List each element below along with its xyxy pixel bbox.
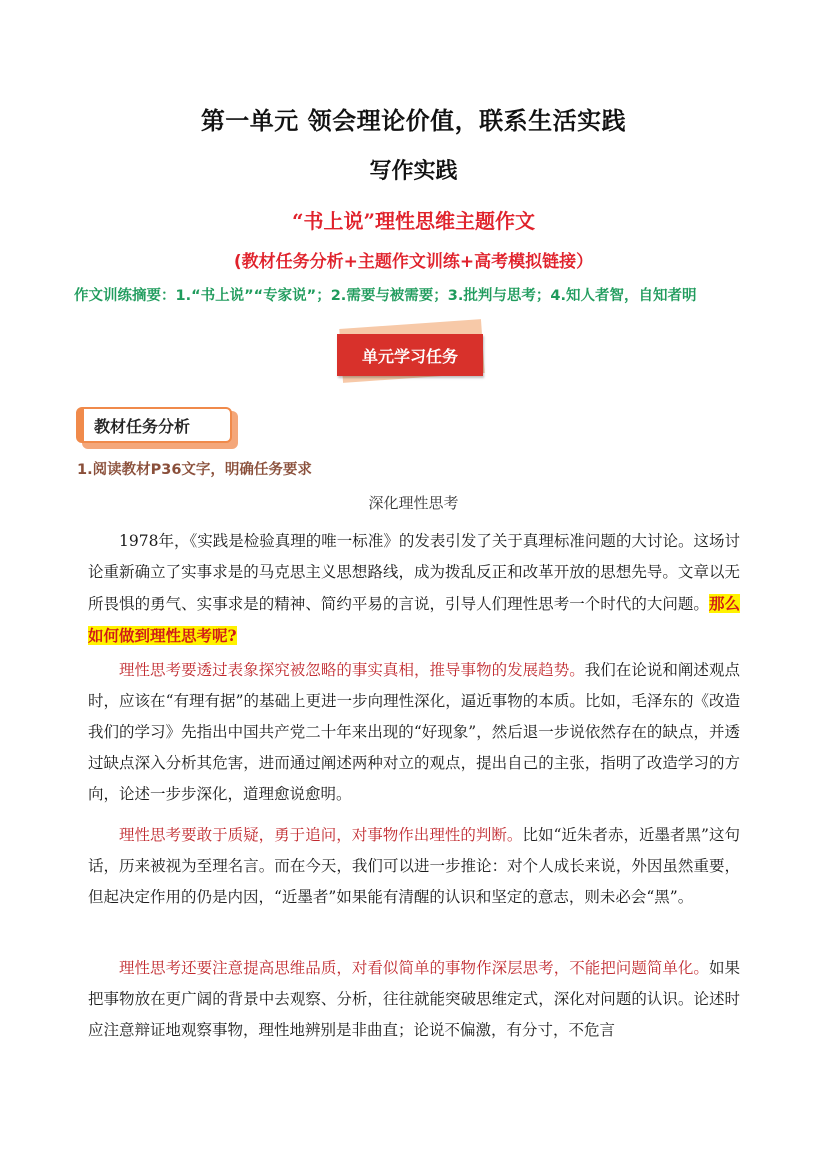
components-line: (教材任务分析+主题作文训练+高考模拟链接） [233,252,594,272]
essay-topic: “书上说”理性思维主题作文 [291,209,535,233]
paragraph-4 [88,953,740,1046]
unit-task-badge [335,322,487,384]
paragraph-text: 比如“近朱者赤，近墨者黑”这句话，历来被视为至理名言。而在今天，我们可以进一步推论：对个人成长来说，外因虽然重要，但起决定作用的仍是内因，“近墨者”如果能有清醒的认识和坚定的意志，则未必会“黑”。 [88,826,740,906]
paragraph-text: 1978年，《实践是检验真理的唯一标准》的发表引发了关于真理标准问题的大讨论。这场讨论重新确立了实事求是的马克思主义思想路线，成为拨乱反正和改革开放的思想先导。文章以无所畏惧的勇气、实事求是的精神、简约平易的言说，引导人们理性思考一个时代的大问题。 [88,532,740,613]
paragraph-3 [88,820,740,913]
training-summary: 作文训练摘要：1.“书上说”“专家说”；2.需要与被需要；3.批判与思考；4.知人者智，自知者明 [74,288,697,304]
article-title: 深化理性思考 [368,494,459,512]
section-subtitle: 写作实践 [369,159,458,184]
key-point: 理性思考还要注意提高思维品质，对看似简单的事物作深层思考，不能把问题简单化。 [119,959,709,977]
badge-label: 单元学习任务 [337,334,483,376]
paragraph-text: 我们在论说和阐述观点时，应该在“有理有据”的基础上更进一步向理性深化，逼近事物的本质。比如，毛泽东的《改造我们的学习》先指出中国共产党二十年来出现的“好现象”，然后退一步说依然存在的缺点，并透过缺点深入分析其危害，进而通过阐述两种对立的观点，提出自己的主张，指明了改造学习的方向，论述一步步深化，道理愈说愈明。 [88,661,740,803]
task-requirement: 1.阅读教材P36文字，明确任务要求 [77,462,312,478]
section-tag [76,407,238,447]
section-tag-label: 教材任务分析 [76,407,232,443]
paragraph-text: 如果把事物放在更广阔的背景中去观察、分析，往往就能突破思维定式，深化对问题的认识。论述时应注意辩证地观察事物，理性地辨别是非曲直；论说不偏激，有分寸，不危言 [88,959,740,1039]
unit-title: 第一单元 领会理论价值，联系生活实践 [200,107,627,135]
key-point: 理性思考要敢于质疑，勇于追问，对事物作出理性的判断。 [119,826,523,844]
key-point: 理性思考要透过表象探究被忽略的事实真相，推导事物的发展趋势。 [119,661,585,679]
highlighted-question: 那么如何做到理性思考呢? [88,594,740,645]
paragraph-2 [88,655,740,810]
paragraph-1 [88,526,740,652]
